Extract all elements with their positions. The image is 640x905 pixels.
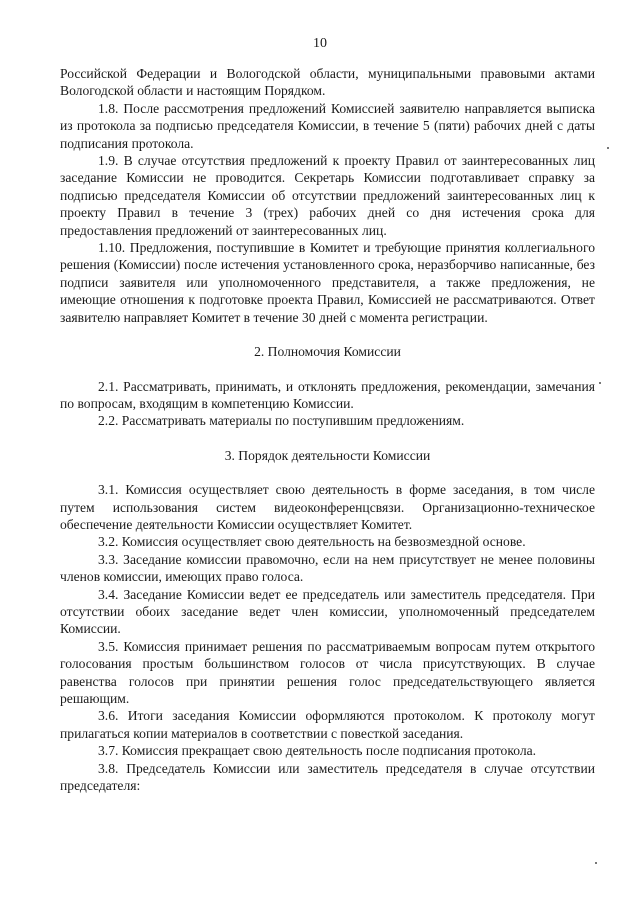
section-2-heading: 2. Полномочия Комиссии (254, 344, 401, 360)
paragraph-3-8: 3.8. Председатель Комиссии или заместитель председателя в случае отсутствии председателя: (60, 760, 595, 794)
document-body (60, 65, 595, 794)
paragraph-3-7: 3.7. Комиссия прекращает свою деятельность после подписания протокола. (98, 743, 537, 759)
scan-speck (595, 862, 597, 864)
page-number: 10 (313, 36, 327, 51)
paragraph-2-1: 2.1. Рассматривать, принимать, и отклонять предложения, рекомендации, замечания по вопросам, входящим в компетенцию Комиссии. (60, 378, 595, 411)
paragraph-3-1: 3.1. Комиссия осуществляет свою деятельность в форме заседания, в том числе путем использования систем видеоконференцсвязи. Организационно-техническое обеспечение деятельности Комиссии осуществляет Комитет. (60, 482, 595, 532)
paragraph-1-9: 1.9. В случае отсутствия предложений к проекту Правил от заинтересованных лиц заседание Комиссии не проводится. Секретарь Комиссии подготавливает справку за подписью председателя Комиссии об отсутствии предложений заинтересованных лиц к проекту Правил в течение 3 (трех) рабочих дней со дня истечения срока для предоставления предложений от заинтересованных лиц. (60, 153, 595, 238)
paragraph-3-5: 3.5. Комиссия принимает решения по рассматриваемым вопросам путем открытого голосования простым большинством голосов от числа присутствующих. В случае равенства голосов при принятии решения голос председательствующего является решающим. (60, 638, 595, 706)
paragraph-1-10: 1.10. Предложения, поступившие в Комитет и требующие принятия коллегиального решения (Комиссии) после истечения установленного срока, неразборчиво написанные, без подписи заявителя или уполномоченного представителя, а также предложения, не имеющие отношения к подготовке проекта Правил, Комиссией не рассматриваются. Ответ заявителю направляет Комитет в течение 30 дней с момента регистрации. (60, 240, 595, 325)
section-3-heading: 3. Порядок деятельности Комиссии (224, 447, 431, 463)
paragraph-3-2: 3.2. Комиссия осуществляет свою деятельность на безвозмездной основе. (98, 534, 526, 550)
paragraph-3-3: 3.3. Заседание комиссии правомочно, если на нем присутствует не менее половины членов комиссии, имеющих право голоса. (60, 551, 595, 585)
paragraph-2-2: 2.2. Рассматривать материалы по поступившим предложениям. (98, 413, 465, 429)
scan-speck (607, 147, 609, 149)
paragraph-1-8: 1.8. После рассмотрения предложений Комиссией заявителю направляется выписка из протокола за подписью председателя Комиссии, в течение 5 (пяти) рабочих дней с даты подписания протокола. (60, 100, 595, 151)
paragraph-3-6: 3.6. Итоги заседания Комиссии оформляются протоколом. К протоколу могут прилагаться копии материалов в соответствии с повесткой заседания. (60, 708, 595, 741)
paragraph-continuation: Российской Федерации и Вологодской области, муниципальными правовыми актами Вологодской области и настоящим Порядком. (60, 66, 595, 99)
scan-speck (599, 382, 601, 384)
paragraph-3-4: 3.4. Заседание Комиссии ведет ее председатель или заместитель председателя. При отсутствии обоих заседание ведет член комиссии, уполномоченный председателем Комиссии. (60, 586, 595, 637)
